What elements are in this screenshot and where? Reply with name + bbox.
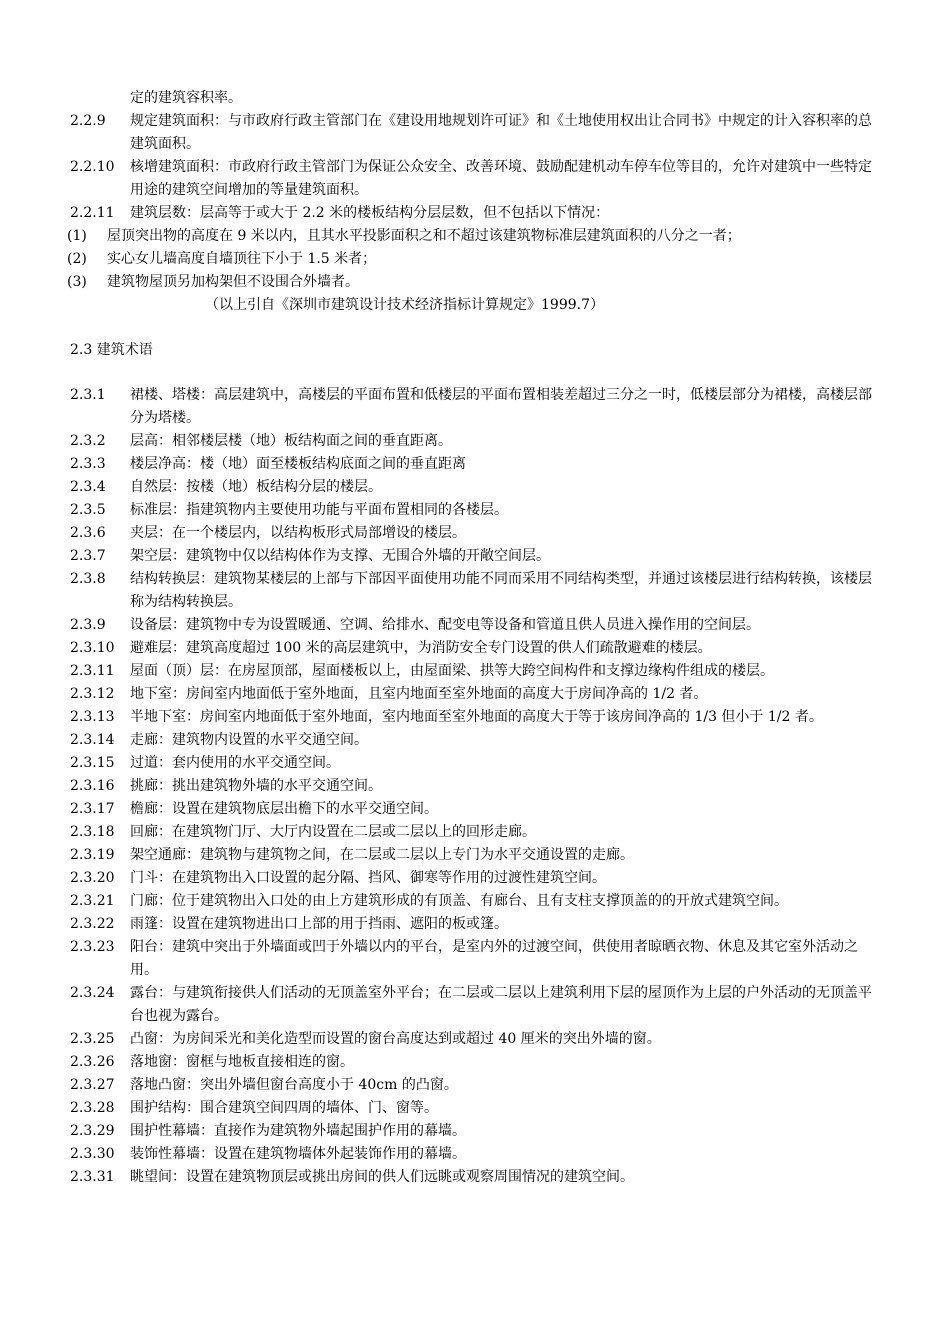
exception-item-number: (2) <box>67 251 87 267</box>
clause-2-2-number: 2.2.11 <box>70 205 115 221</box>
term-2-3-text: 半地下室：房间室内地面低于室外地面，室内地面至室外地面的高度大于等于该房间净高的 1/3 但小于 1/2 者。 <box>130 709 823 725</box>
term-2-3-text: 自然层：按楼（地）板结构分层的楼层。 <box>130 479 382 495</box>
term-2-3 <box>70 982 872 1028</box>
term-2-3 <box>70 752 872 775</box>
term-2-3-text: 架空通廊：建筑物与建筑物之间，在二层或二层以上专门为水平交通设置的走廊。 <box>130 847 634 863</box>
term-2-3-text: 门廊：位于建筑物出入口处的由上方建筑形成的有顶盖、有廊台、且有支柱支撑顶盖的的开放式建筑空间。 <box>130 893 788 909</box>
term-2-3-number: 2.3.21 <box>70 893 115 909</box>
term-2-3 <box>70 1120 872 1143</box>
term-2-3 <box>70 660 872 683</box>
term-2-3-text: 露台：与建筑衔接供人们活动的无顶盖室外平台；在二层或二层以上建筑利用下层的屋顶作为上层的户外活动的无顶盖平台也视为露台。 <box>130 985 872 1024</box>
term-2-3-text: 过道：套内使用的水平交通空间。 <box>130 755 340 771</box>
term-2-3-number: 2.3.14 <box>70 732 115 748</box>
term-2-3-number: 2.3.28 <box>70 1100 115 1116</box>
term-2-3-number: 2.3.15 <box>70 755 115 771</box>
term-2-3 <box>70 1028 872 1051</box>
term-2-3 <box>70 1051 872 1074</box>
term-2-3-text: 围护结构：围合建筑空间四周的墙体、门、窗等。 <box>130 1100 438 1116</box>
exception-item <box>67 225 872 248</box>
term-2-3 <box>70 1074 872 1097</box>
term-2-3-text: 眺望间：设置在建筑物顶层或挑出房间的供人们远眺或观察周围情况的建筑空间。 <box>130 1169 634 1185</box>
term-2-3-number: 2.3.31 <box>70 1169 115 1185</box>
term-2-3-text: 层高：相邻楼层楼（地）板结构面之间的垂直距离。 <box>130 433 452 449</box>
clause-2-2-text: 建筑层数：层高等于或大于 2.2 米的楼板结构分层层数，但不包括以下情况： <box>130 205 610 221</box>
term-2-3 <box>70 890 872 913</box>
term-2-3-number: 2.3.6 <box>70 525 106 541</box>
clause-2-2-number: 2.2.9 <box>70 113 106 129</box>
term-2-3-number: 2.3.4 <box>70 479 106 495</box>
term-2-3 <box>70 430 872 453</box>
term-2-3-text: 檐廊：设置在建筑物底层出檐下的水平交通空间。 <box>130 801 438 817</box>
term-2-3-number: 2.3.26 <box>70 1054 115 1070</box>
term-2-3 <box>70 706 872 729</box>
continuation-text: 定的建筑容积率。 <box>130 90 242 106</box>
term-2-3 <box>70 614 872 637</box>
term-2-3 <box>70 1166 872 1189</box>
term-2-3-text: 落地凸窗：突出外墙但窗台高度小于 40cm 的凸窗。 <box>130 1077 458 1093</box>
term-2-3-number: 2.3.19 <box>70 847 115 863</box>
section-2-3 <box>70 384 872 1189</box>
term-2-3-text: 裙楼、塔楼：高层建筑中，高楼层的平面布置和低楼层的平面布置相装差超过三分之一时，低楼层部分为裙楼，高楼层部分为塔楼。 <box>130 387 872 426</box>
exception-list <box>67 225 872 294</box>
term-2-3-number: 2.3.29 <box>70 1123 115 1139</box>
term-2-3-number: 2.3.2 <box>70 433 106 449</box>
term-2-3 <box>70 913 872 936</box>
term-2-3-number: 2.3.13 <box>70 709 115 725</box>
term-2-3-number: 2.3.10 <box>70 640 115 656</box>
term-2-3-text: 楼层净高：楼（地）面至楼板结构底面之间的垂直距离 <box>130 456 466 472</box>
term-2-3-text: 挑廊：挑出建筑物外墙的水平交通空间。 <box>130 778 382 794</box>
clause-2-2-text: 核增建筑面积：市政府行政主管部门为保证公众安全、改善环境、鼓励配建机动车停车位等目的，允许对建筑中一些特定用途的建筑空间增加的等量建筑面积。 <box>130 159 872 198</box>
clause-2-2 <box>70 202 872 225</box>
term-2-3 <box>70 683 872 706</box>
exception-item-text: 实心女儿墙高度自墙顶往下小于 1.5 米者； <box>107 251 377 267</box>
term-2-3-text: 门斗：在建筑物出入口设置的起分隔、挡风、御寒等作用的过渡性建筑空间。 <box>130 870 606 886</box>
term-2-3 <box>70 844 872 867</box>
term-2-3 <box>70 936 872 982</box>
term-2-3-number: 2.3.27 <box>70 1077 115 1093</box>
term-2-3-number: 2.3.18 <box>70 824 115 840</box>
term-2-3 <box>70 1097 872 1120</box>
term-2-3-text: 屋面（顶）层：在房屋顶部，屋面楼板以上，由屋面梁、拱等大跨空间构件和支撑边缘构件组成的楼层。 <box>130 663 774 679</box>
term-2-3-text: 凸窗：为房间采光和美化造型而设置的窗台高度达到或超过 40 厘米的突出外墙的窗。 <box>130 1031 661 1047</box>
term-2-3 <box>70 384 872 430</box>
exception-item-text: 屋顶突出物的高度在 9 米以内，且其水平投影面积之和不超过该建筑物标准层建筑面积的八分之一者； <box>107 228 741 244</box>
term-2-3-text: 雨篷：设置在建筑物进出口上部的用于挡雨、遮阳的板或篷。 <box>130 916 508 932</box>
term-2-3-number: 2.3.5 <box>70 502 106 518</box>
term-2-3-number: 2.3.23 <box>70 939 115 955</box>
term-2-3 <box>70 1143 872 1166</box>
term-2-3-number: 2.3.8 <box>70 571 106 587</box>
term-2-3 <box>70 453 872 476</box>
term-2-3 <box>70 867 872 890</box>
term-2-3 <box>70 499 872 522</box>
term-2-3-number: 2.3.11 <box>70 663 115 679</box>
term-2-3-number: 2.3.22 <box>70 916 115 932</box>
term-2-3 <box>70 775 872 798</box>
term-2-3-text: 走廊：建筑物内设置的水平交通空间。 <box>130 732 368 748</box>
clause-2-2 <box>70 156 872 202</box>
term-2-3-number: 2.3.20 <box>70 870 115 886</box>
clause-2-2-number: 2.2.10 <box>70 159 115 175</box>
term-2-3-text: 架空层：建筑物中仅以结构体作为支撑、无围合外墙的开敞空间层。 <box>130 548 550 564</box>
exception-item-number: (1) <box>67 228 87 244</box>
term-2-3-text: 结构转换层：建筑物某楼层的上部与下部因平面使用功能不同而采用不同结构类型，并通过该楼层进行结构转换，该楼层称为结构转换层。 <box>130 571 872 610</box>
term-2-3-text: 避难层：建筑高度超过 100 米的高层建筑中，为消防安全专门设置的供人们疏散避难的楼层。 <box>130 640 712 656</box>
term-2-3-text: 落地窗：窗框与地板直接相连的窗。 <box>130 1054 354 1070</box>
exception-item <box>67 271 872 294</box>
term-2-3-number: 2.3.25 <box>70 1031 115 1047</box>
term-2-3 <box>70 545 872 568</box>
term-2-3-text: 阳台：建筑中突出于外墙面或凹于外墙以内的平台，是室内外的过渡空间，供使用者晾晒衣物、休息及其它室外活动之用。 <box>130 939 858 978</box>
exception-item <box>67 248 872 271</box>
term-2-3-number: 2.3.9 <box>70 617 106 633</box>
term-2-3 <box>70 476 872 499</box>
term-2-3-number: 2.3.16 <box>70 778 115 794</box>
source-note: （以上引自《深圳市建筑设计技术经济指标计算规定》1999.7） <box>205 297 604 313</box>
term-2-3-text: 夹层：在一个楼层内，以结构板形式局部增设的楼层。 <box>130 525 466 541</box>
term-2-3-number: 2.3.12 <box>70 686 115 702</box>
term-2-3 <box>70 798 872 821</box>
term-2-3-text: 装饰性幕墙：设置在建筑物墙体外起装饰作用的幕墙。 <box>130 1146 466 1162</box>
term-2-3 <box>70 522 872 545</box>
term-2-3 <box>70 729 872 752</box>
clause-2-2 <box>70 110 872 156</box>
term-2-3-text: 设备层：建筑物中专为设置暖通、空调、给排水、配变电等设备和管道且供人员进入操作用的空间层。 <box>130 617 760 633</box>
term-2-3-number: 2.3.24 <box>70 985 115 1001</box>
exception-item-text: 建筑物屋顶另加构架但不设围合外墙者。 <box>107 274 359 290</box>
term-2-3-number: 2.3.1 <box>70 387 106 403</box>
spacer <box>70 317 872 339</box>
term-2-3 <box>70 821 872 844</box>
term-2-3-text: 回廊：在建筑物门厅、大厅内设置在二层或二层以上的回形走廊。 <box>130 824 536 840</box>
term-2-3 <box>70 637 872 660</box>
term-2-3-text: 标准层：指建筑物内主要使用功能与平面布置相同的各楼层。 <box>130 502 508 518</box>
term-2-3-number: 2.3.3 <box>70 456 106 472</box>
term-2-3-number: 2.3.30 <box>70 1146 115 1162</box>
section-2-2 <box>70 110 872 225</box>
exception-item-number: (3) <box>67 274 87 290</box>
term-2-3-number: 2.3.17 <box>70 801 115 817</box>
term-2-3-text: 围护性幕墙：直接作为建筑物外墙起围护作用的幕墙。 <box>130 1123 466 1139</box>
spacer <box>70 362 872 384</box>
term-2-3-text: 地下室：房间室内地面低于室外地面，且室内地面至室外地面的高度大于房间净高的 1/2 者。 <box>130 686 708 702</box>
term-2-3 <box>70 568 872 614</box>
term-2-3-number: 2.3.7 <box>70 548 106 564</box>
section-heading: 2.3 建筑术语 <box>70 342 153 358</box>
clause-2-2-text: 规定建筑面积：与市政府行政主管部门在《建设用地规划许可证》和《土地使用权出让合同书》中规定的计入容积率的总建筑面积。 <box>130 113 872 152</box>
